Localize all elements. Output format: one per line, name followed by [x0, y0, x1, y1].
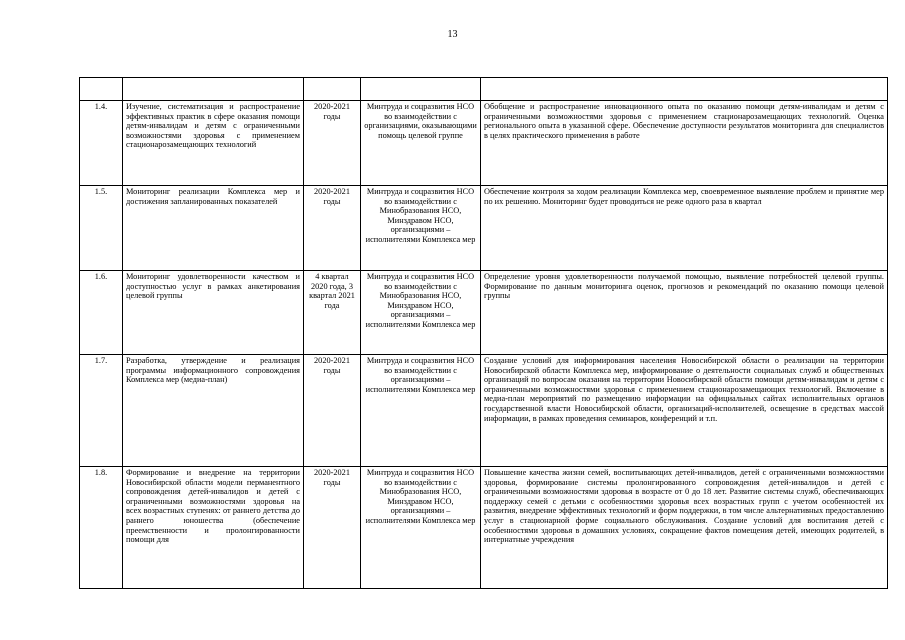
header-cell: [361, 78, 481, 101]
measure-result: Обеспечение контроля за ходом реализации Комплекса мер, своевременное выявление проблем и принятие мер по их решению. Мониторинг будет проводиться не реже одного раза в квартал: [481, 186, 888, 271]
row-number: 1.6.: [80, 271, 123, 355]
header-cell: [304, 78, 361, 101]
table-row: [80, 271, 888, 355]
measure-term: 4 квартал 2020 года, 3 квартал 2021 года: [304, 271, 361, 355]
table-row: [80, 186, 888, 271]
row-number: 1.5.: [80, 186, 123, 271]
table-row: [80, 101, 888, 186]
table-header-row: [80, 78, 888, 101]
measure-result: Создание условий для информирования населения Новосибирской области о реализации на территории Новосибирской области Комплекса мер, информирование о деятельности социальных служб и общественных организаций по вопросам оказания на территории Новосибирской области помощи детям-инвалидам и детям с ограниченными возможностями здоровья с применением стационарозамещающих технологий. Включение в медиа-план мероприятий по размещению информации на официальных сайтах исполнительных органов государственной власти Новосибирской области, организаций-исполнителей, освещение в средствах массой информации, в рамках проведения семинаров, конференций и т.п.: [481, 355, 888, 467]
measure-name: Изучение, систематизация и распространение эффективных практик в сфере оказания помощи детям-инвалидам и детям с ограниченными возможностями здоровья с применением стационарозамещающих технологий: [123, 101, 304, 186]
page-number: 13: [447, 29, 458, 40]
measure-term: 2020-2021 годы: [304, 101, 361, 186]
measure-responsible: Минтруда и соцразвития НСО во взаимодействии с организациями, оказывающими помощь целевой группе: [361, 101, 481, 186]
measure-responsible: Минтруда и соцразвития НСО во взаимодействии с Минобразования НСО, Минздравом НСО, организациями – исполнителями Комплекса мер: [361, 186, 481, 271]
row-number: 1.4.: [80, 101, 123, 186]
measure-name: Разработка, утверждение и реализация программы информационного сопровождения Комплекса мер (медиа-план): [123, 355, 304, 467]
measure-result: Определение уровня удовлетворенности получаемой помощью, выявление потребностей целевой группы. Формирование по данным мониторинга оценок, прогнозов и рекомендаций по оказанию помощи целевой группы: [481, 271, 888, 355]
measure-result: Обобщение и распространение инновационного опыта по оказанию помощи детям-инвалидам и детям с ограниченными возможностями здоровья с применением стационарозамещающих технологий. Оценка регионального опыта в указанной сфере. Обеспечение доступности результатов мониторинга для специалистов в целях практического применения в работе: [481, 101, 888, 186]
row-number: 1.8.: [80, 467, 123, 589]
table-row: [80, 355, 888, 467]
measure-responsible: Минтруда и соцразвития НСО во взаимодействии с организациями – исполнителями Комплекса мер: [361, 355, 481, 467]
measures-table: [79, 77, 888, 589]
measure-responsible: Минтруда и соцразвития НСО во взаимодействии с Минобразования НСО, Минздравом НСО, организациями – исполнителями Комплекса мер: [361, 271, 481, 355]
measure-name: Мониторинг удовлетворенности качеством и доступностью услуг в рамках анкетирования целевой группы: [123, 271, 304, 355]
measure-responsible: Минтруда и соцразвития НСО во взаимодействии с Минобразования НСО, Минздравом НСО, организациями – исполнителями Комплекса мер: [361, 467, 481, 589]
measure-name: Формирование и внедрение на территории Новосибирской области модели перманентного сопровождения детей-инвалидов и детей с ограниченными возможностями здоровья на всех возрастных ступенях: от раннего детства до раннего юношества (обеспечение преемственности и пролонгированности помощи для: [123, 467, 304, 589]
header-cell: [123, 78, 304, 101]
measure-name: Мониторинг реализации Комплекса мер и достижения запланированных показателей: [123, 186, 304, 271]
header-cell: [80, 78, 123, 101]
measure-result: Повышение качества жизни семей, воспитывающих детей-инвалидов, детей с ограниченными возможностями здоровья, формирование системы пролонгированного сопровождения детей-инвалидов и детей с ограниченными возможностями здоровья в возрасте от 0 до 18 лет. Развитие системы служб, обеспечивающих поддержку семей с детьми с особенностями здоровья всех возрастных групп с учетом особенностей их развития, внедрение эффективных технологий и форм поддержки, в том числе альтернативных предоставлению услуг в стационарной форме социального обслуживания. Создание условий для воспитания детей с особенностями здоровья в домашних условиях, сокращение фактов помещения детей, имеющих родителей, в интернатные учреждения: [481, 467, 888, 589]
header-cell: [481, 78, 888, 101]
measure-term: 2020-2021 годы: [304, 467, 361, 589]
table-row: [80, 467, 888, 589]
measure-term: 2020-2021 годы: [304, 355, 361, 467]
measure-term: 2020-2021 годы: [304, 186, 361, 271]
row-number: 1.7.: [80, 355, 123, 467]
